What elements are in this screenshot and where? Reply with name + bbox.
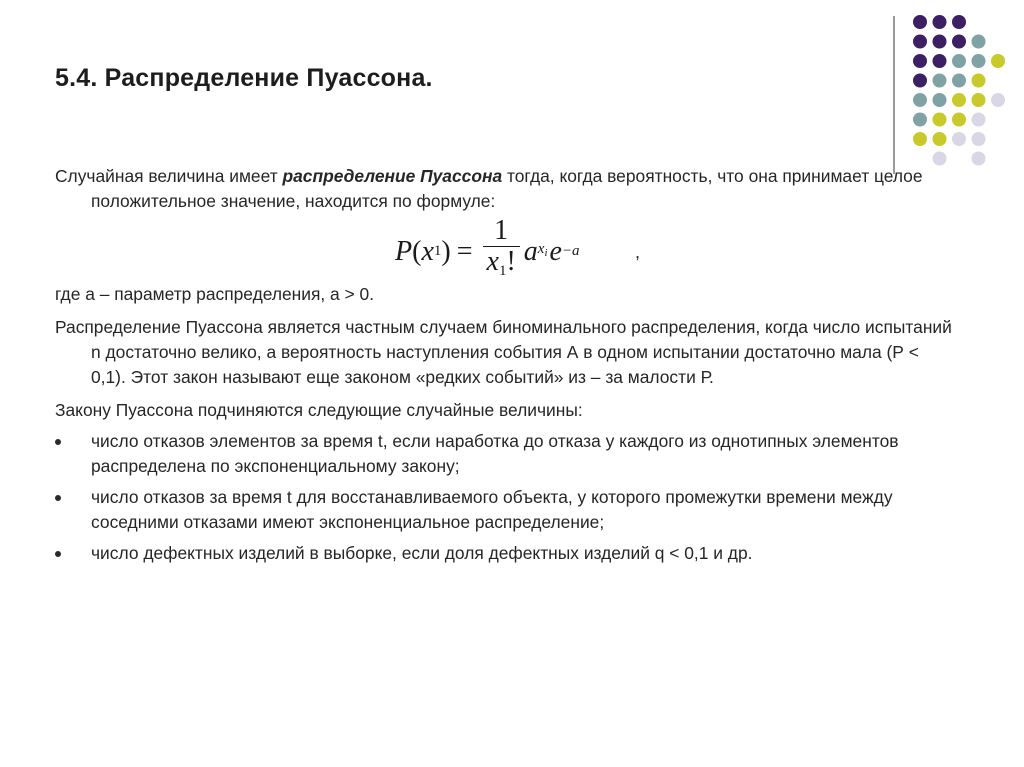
decor-dot bbox=[913, 54, 927, 68]
bullet-list bbox=[55, 429, 955, 566]
decor-dot bbox=[933, 132, 947, 146]
decor-dot bbox=[913, 93, 927, 107]
formula-var: x bbox=[421, 235, 434, 267]
binomial-paragraph: Распределение Пуассона является частным случаем биноминального распределения, когда число испытаний n достаточно велико, а вероятность наступления события А в одном испытании достаточно мала (Р < 0,1). Этот закон называют еще законом «редких событий» из – за малости Р. bbox=[55, 317, 952, 387]
decor-dot bbox=[913, 35, 927, 49]
poisson-formula bbox=[395, 216, 580, 286]
decor-dot bbox=[913, 15, 927, 29]
list-item-text: число дефектных изделий в выборке, если доля дефектных изделий q < 0,1 и др. bbox=[91, 543, 753, 563]
formula-exp-var: x bbox=[537, 240, 545, 257]
decor-dot bbox=[933, 93, 947, 107]
decor-dot bbox=[952, 54, 966, 68]
formula-var-sub: 1 bbox=[433, 242, 442, 259]
list-item bbox=[55, 485, 955, 535]
intro-emphasis: распределение Пуассона bbox=[282, 166, 503, 186]
formula-trailing-comma: , bbox=[635, 242, 641, 262]
formula-lhs: P bbox=[395, 235, 413, 267]
formula-e-exponent: −a bbox=[561, 242, 580, 259]
slide-body bbox=[55, 164, 955, 572]
intro-text-before: Случайная величина имеет bbox=[55, 166, 283, 186]
decor-dot bbox=[972, 113, 986, 127]
decor-dot bbox=[952, 132, 966, 146]
decor-dot bbox=[933, 35, 947, 49]
list-intro-paragraph: Закону Пуассона подчиняются следующие случайные величины: bbox=[55, 400, 583, 420]
decor-dot bbox=[972, 93, 986, 107]
formula-close-paren: ) bbox=[441, 235, 451, 267]
formula-exponent bbox=[538, 237, 548, 266]
decor-dot bbox=[913, 113, 927, 127]
bullet-icon bbox=[55, 495, 61, 501]
list-item bbox=[55, 429, 955, 479]
formula-open-paren: ( bbox=[412, 235, 422, 267]
formula-base: a bbox=[523, 235, 538, 267]
intro-text-after: тогда, когда вероятность, что она принимает целое положительное значение, находится по формуле: bbox=[91, 166, 923, 211]
decor-dot bbox=[952, 15, 966, 29]
decorative-vertical-line bbox=[893, 16, 895, 174]
formula-equals: = bbox=[456, 235, 473, 267]
formula-denominator bbox=[483, 247, 520, 286]
formula-den-var: x bbox=[486, 246, 499, 277]
formula-den-sub: 1 bbox=[498, 263, 507, 279]
decor-dot bbox=[972, 35, 986, 49]
decor-dot bbox=[991, 54, 1005, 68]
formula-e: e bbox=[549, 235, 562, 267]
decor-dot bbox=[952, 74, 966, 88]
decor-dot bbox=[972, 74, 986, 88]
list-item-text: число отказов элементов за время t, если наработка до отказа у каждого из однотипных элементов распределена по экспоненциальному закону; bbox=[91, 431, 899, 476]
formula-exp-sub: i bbox=[544, 246, 548, 259]
list-item bbox=[55, 541, 955, 566]
decor-dot bbox=[913, 74, 927, 88]
decor-dot bbox=[952, 35, 966, 49]
decor-dot bbox=[933, 113, 947, 127]
decor-dot bbox=[952, 113, 966, 127]
decor-dot bbox=[913, 132, 927, 146]
decor-dot bbox=[952, 93, 966, 107]
where-paragraph: где a – параметр распределения, a > 0. bbox=[55, 284, 375, 304]
formula-den-factorial: ! bbox=[506, 246, 516, 277]
formula-fraction bbox=[483, 216, 520, 286]
decor-dot bbox=[991, 93, 1005, 107]
intro-paragraph bbox=[55, 164, 955, 214]
list-item-text: число отказов за время t для восстанавливаемого объекта, у которого промежутки времени между соседними отказами имеют экспоненциальное распределение; bbox=[91, 487, 893, 532]
formula-numerator: 1 bbox=[494, 215, 509, 246]
decor-dot bbox=[972, 132, 986, 146]
formula-row bbox=[55, 214, 955, 282]
decor-dot bbox=[933, 74, 947, 88]
bullet-icon bbox=[55, 439, 61, 445]
decor-dot bbox=[933, 15, 947, 29]
decor-dot bbox=[972, 152, 986, 166]
slide-title: 5.4. Распределение Пуассона. bbox=[55, 64, 433, 92]
decor-dot bbox=[972, 54, 986, 68]
bullet-icon bbox=[55, 551, 61, 557]
decor-dot bbox=[933, 54, 947, 68]
